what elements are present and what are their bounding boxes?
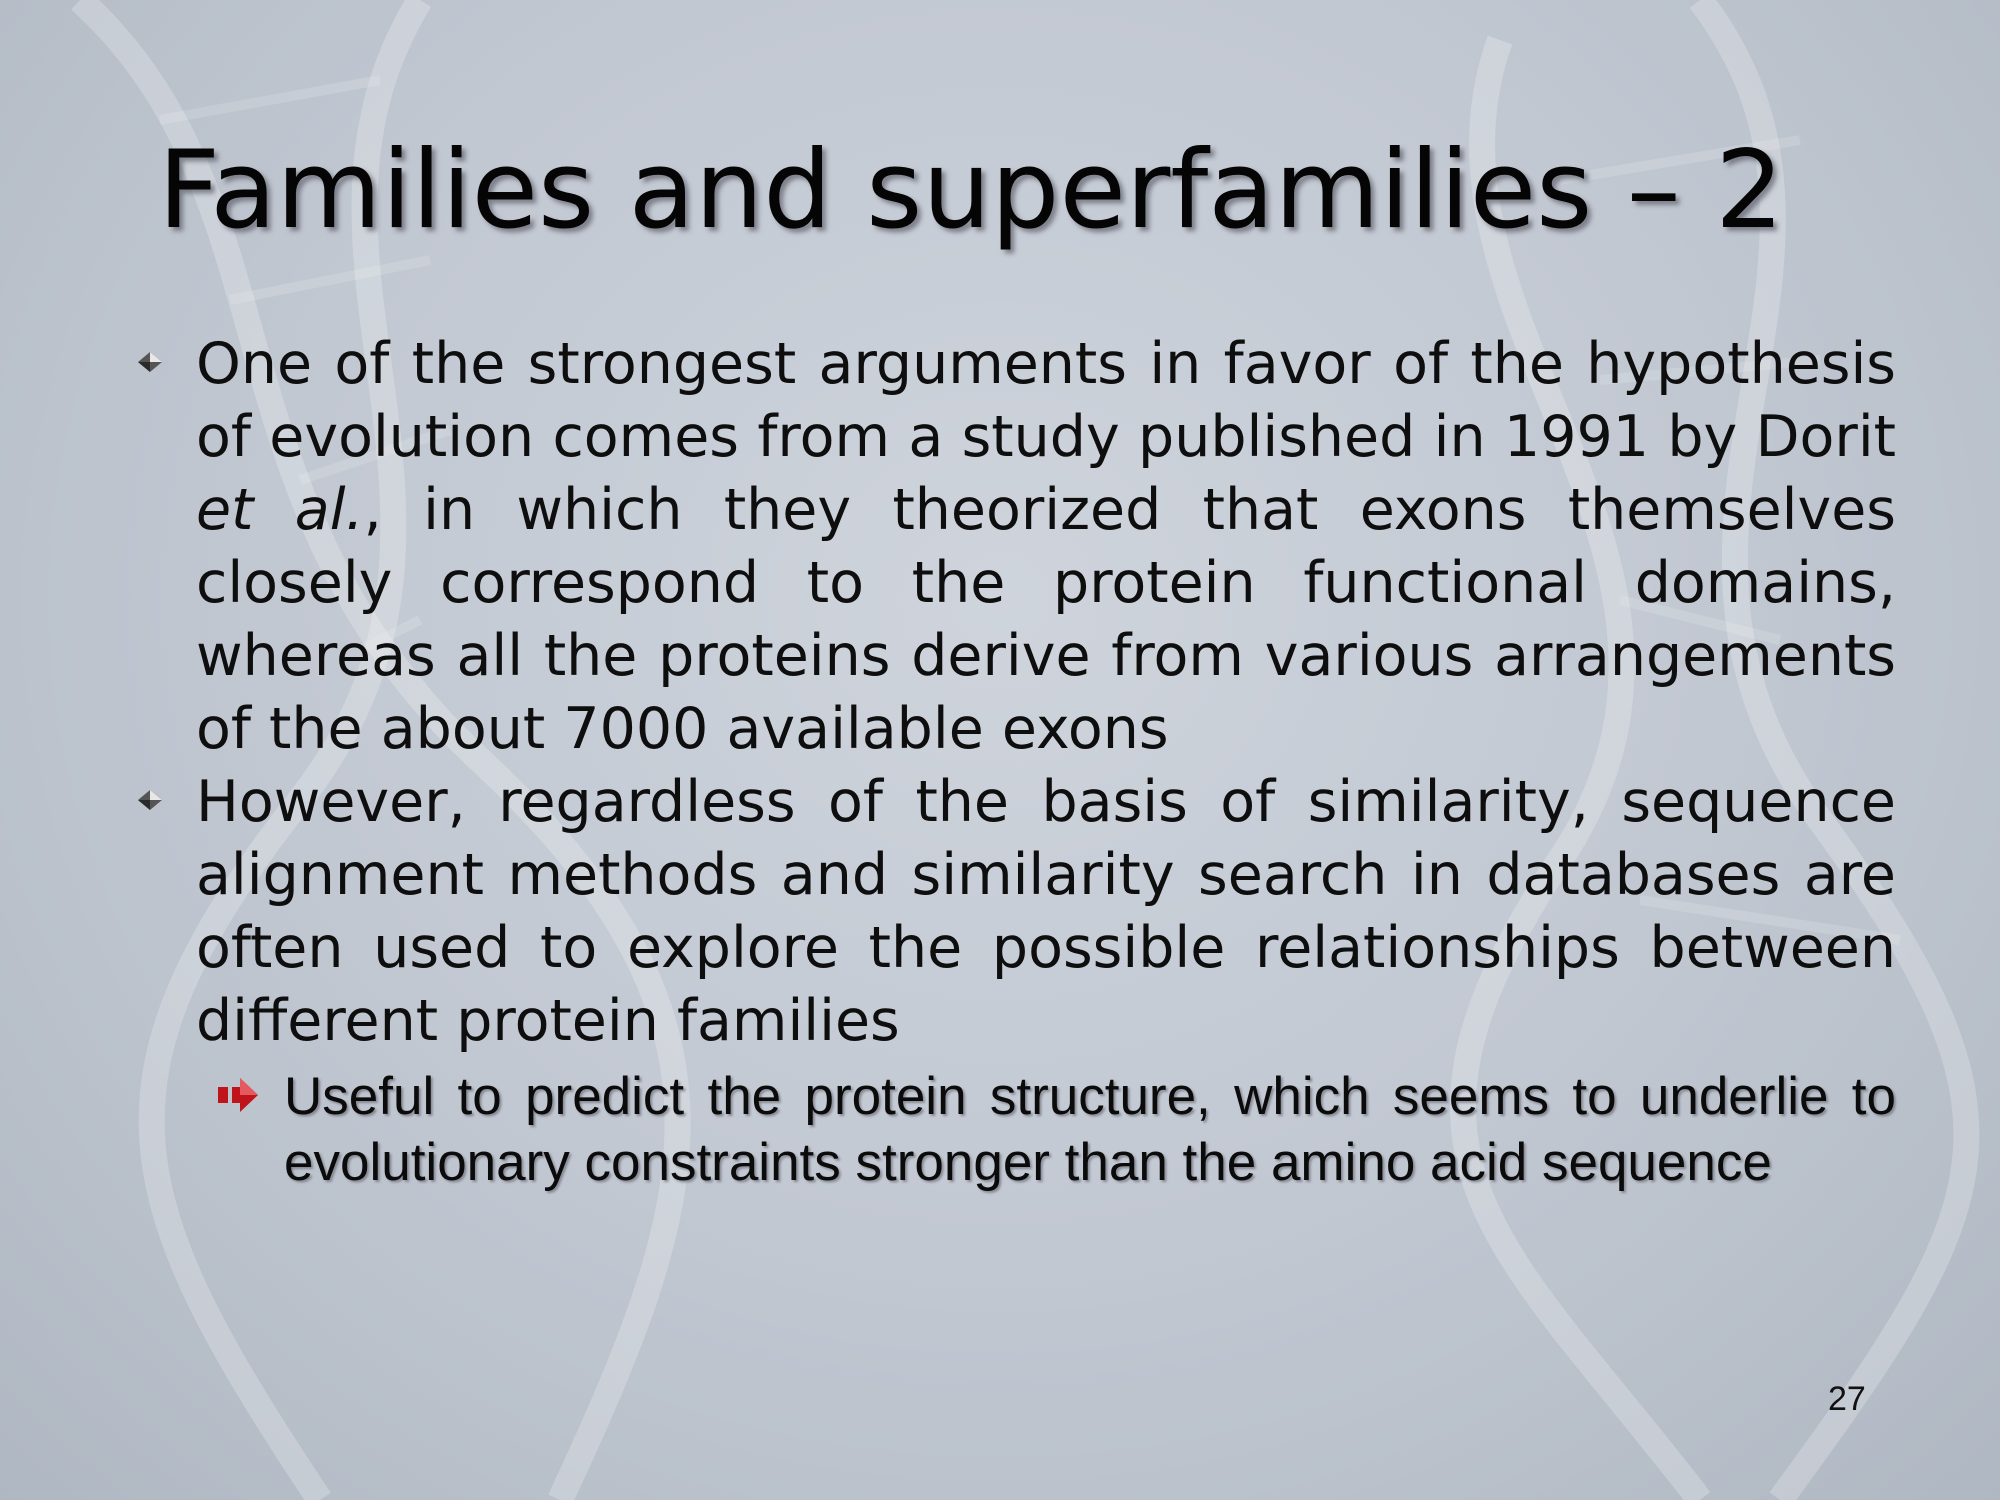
diamond-arrow-bullet-icon	[128, 766, 196, 1058]
bullet-item	[128, 328, 1896, 766]
bullet-text	[196, 328, 1896, 766]
bullet-text-part: One of the strongest arguments in favor of the hypothesis of evolution comes from a study published in 1991 by Dorit	[196, 331, 1896, 470]
diamond-arrow-bullet-icon	[128, 328, 196, 766]
sub-bullet-text: Useful to predict the protein structure, which seems to underlie to evolutionary constraints stronger than the amino acid sequence	[284, 1067, 1896, 1192]
bullet-text-italic: et al.	[196, 477, 364, 543]
bullet-list	[128, 328, 1896, 1196]
sub-bullet-item	[218, 1064, 1896, 1196]
bullet-text: However, regardless of the basis of similarity, sequence alignment methods and similarity search in databases are often used to explore the possible relationships between different protein families	[196, 769, 1896, 1054]
page-number: 27	[1828, 1380, 1866, 1418]
red-arrow-bullet-icon	[218, 1064, 284, 1196]
slide-title: Families and superfamilies – 2	[158, 128, 1784, 253]
bullet-item	[128, 766, 1896, 1058]
bullet-text-part: , in which they theorized that exons themselves closely correspond to the protein functional domains, whereas all the proteins derive from various arrangements of the about 7000 available exons	[196, 477, 1896, 762]
